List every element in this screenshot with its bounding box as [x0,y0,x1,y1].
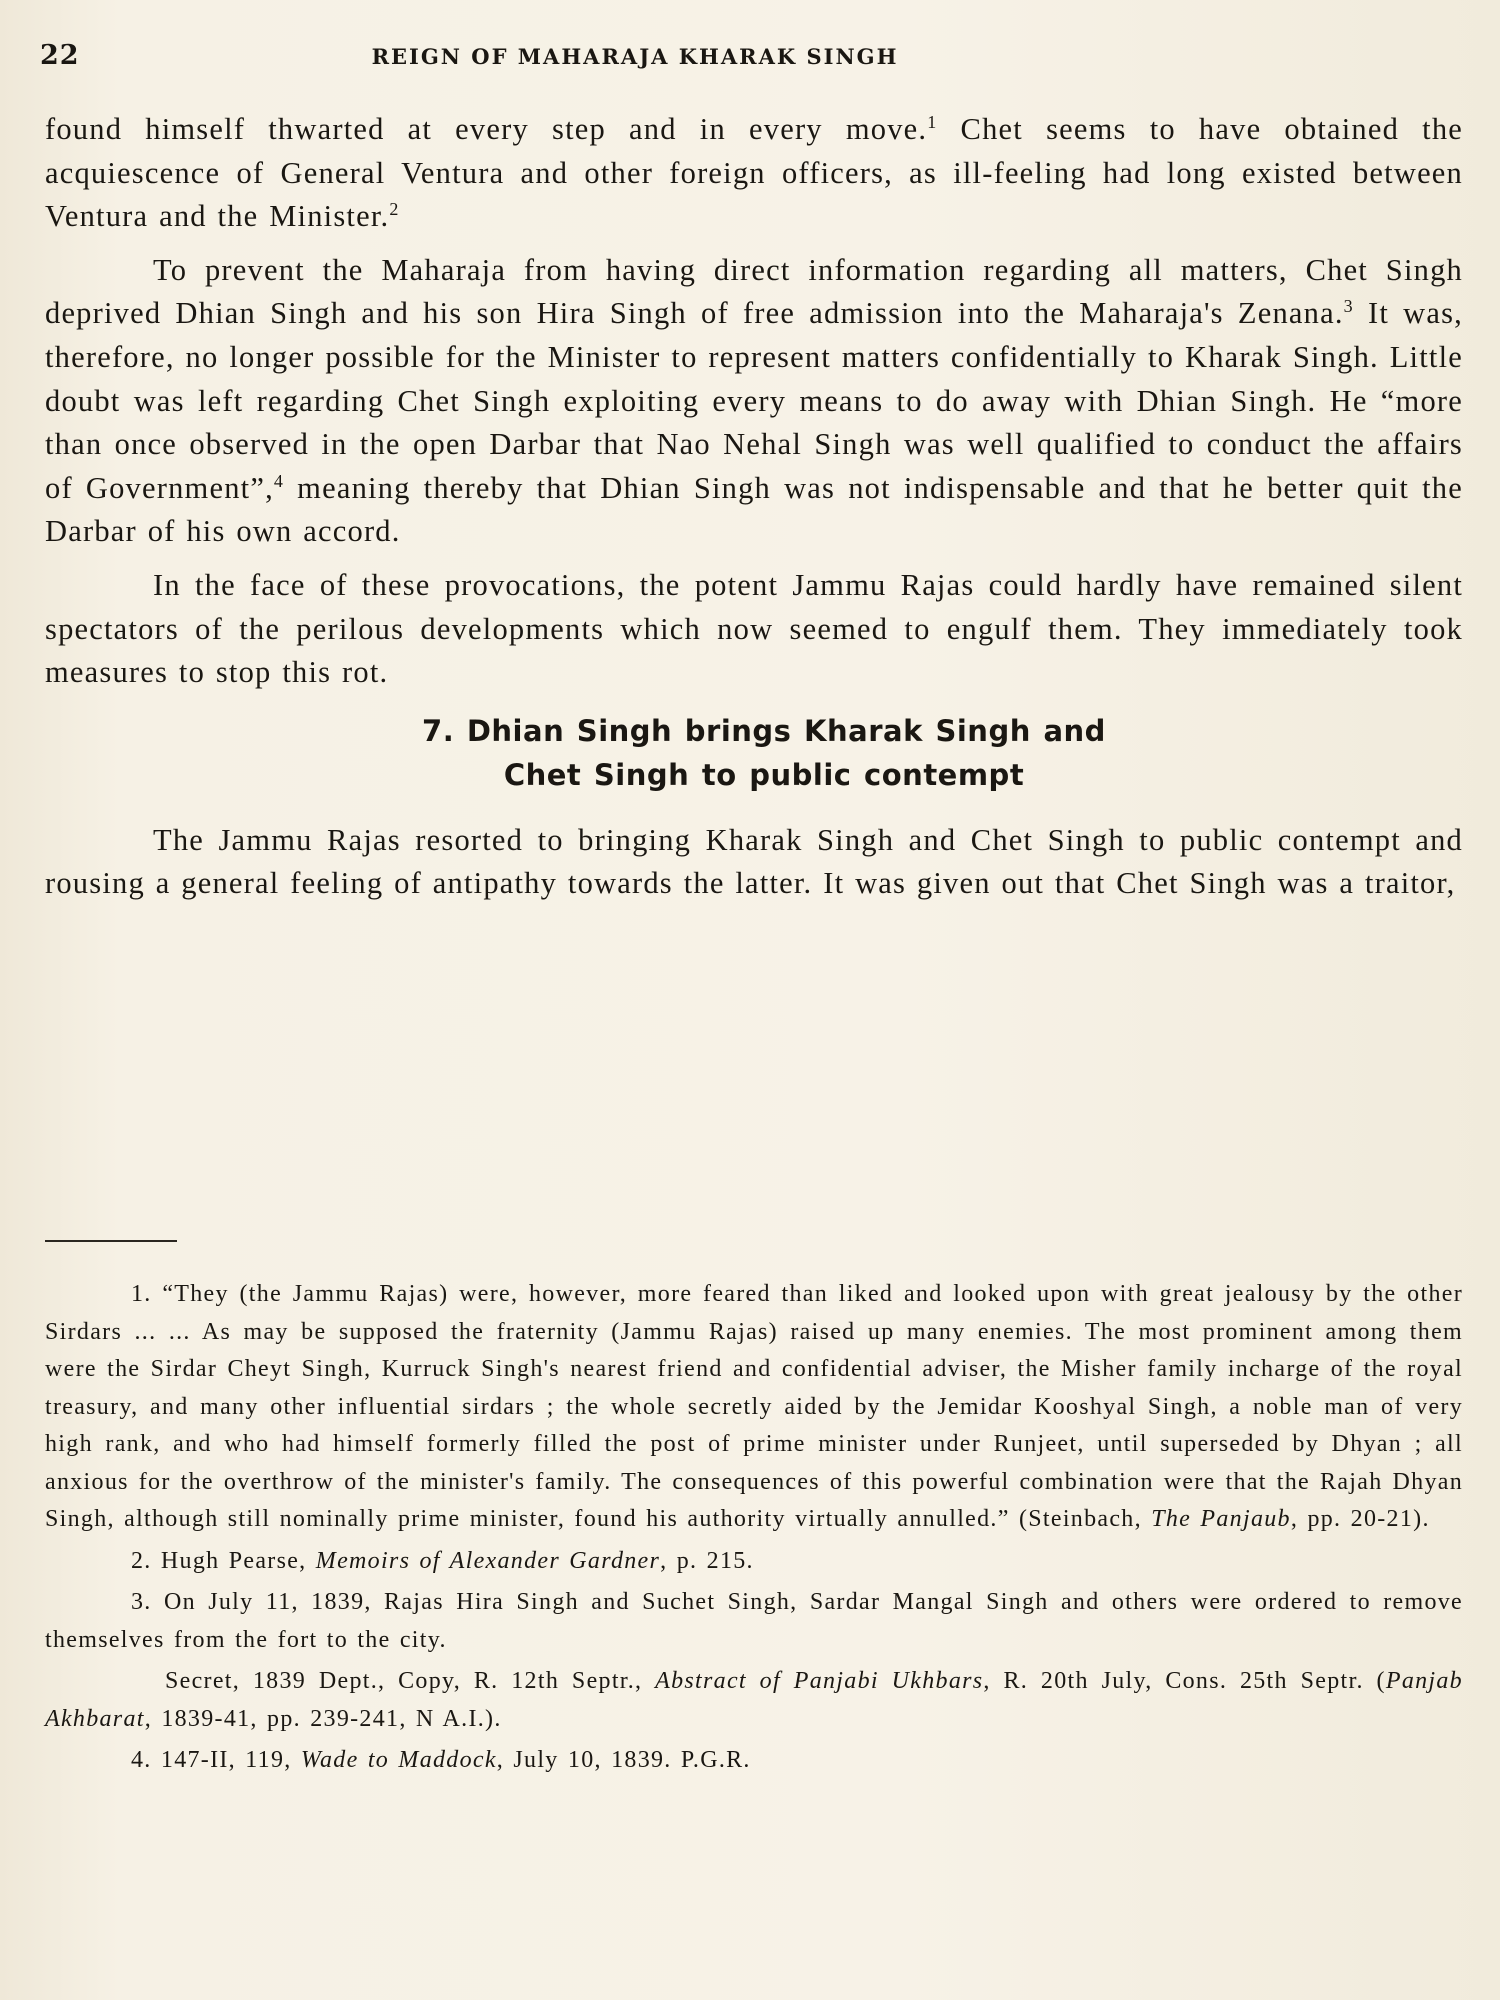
paragraph-4: The Jammu Rajas resorted to bringing Kharak Singh and Chet Singh to public contempt and rousing a general feeling of antipathy towards the latter. It was given out that Chet Singh was a traitor, [45,822,1463,901]
paragraph-2 [45,249,1463,554]
running-head: REIGN OF MAHARAJA KHARAK SINGH [371,44,899,69]
paragraph-2-text-c: meaning thereby that Dhian Singh was not indispensable and that he better quit the Darbar of his own accord. [45,470,1463,549]
paragraph-2-text-b: It was, therefore, no longer possible for the Minister to represent matters confidentially to Kharak Singh. Little doubt was left regarding Chet Singh exploiting every means to do away with Dhian Singh. He “more than once observed in the open Darbar that Nao Nehal Singh was well qualified to conduct the affairs of Government”, [45,296,1463,505]
section-heading-line-1: 7. Dhian Singh brings Kharak Singh and [422,713,1106,748]
footnote-4-work: Wade to Maddock [300,1747,497,1773]
footnote-1-text: 1. “They (the Jammu Rajas) were, however, more feared than liked and looked upon with great jealousy by the other Sirdars ... ... As may be supposed the fraternity (Jammu Rajas) raised up many enemies. The most prominent among them were the Sirdar Cheyt Singh, Kurruck Singh's nearest friend and confidential adviser, the Misher family incharge of the royal treasury, and many other influential sirdars ; the whole secretly aided by the Jemidar Kooshyal Singh, a noble man of very high rank, and who had himself formerly filled the post of prime minister under Runjeet, until superseded by Dhyan ; all anxious for the overthrow of the minister's family. The consequences of this powerful combination were that the Rajah Dhyan Singh, although still nominally prime minister, found his authority virtually annulled.” (Steinbach, [45,1281,1463,1532]
footnote-3-source [45,1663,1463,1738]
paragraph-3: In the face of these provocations, the potent Jammu Rajas could hardly have remained silent spectators of the perilous developments which now seemed to engulf them. They immediately took measures to stop this rot. [45,567,1463,690]
footnote-rule [45,1240,177,1242]
footnote-4-text-b: , July 10, 1839. P.G.R. [496,1747,751,1773]
footnote-3-source-work-1: Abstract of Panjabi Ukhbars [655,1668,984,1694]
footnote-4-text-a: 4. 147-II, 119, [131,1747,301,1773]
footnote-ref-4: 4 [273,470,285,491]
footnote-3-source-c: , 1839-41, pp. 239-241, N A.I.). [144,1705,502,1732]
page-number: 22 [40,40,80,71]
footnote-3-source-b: , R. 20th July, Cons. 25th Septr. ( [983,1668,1386,1694]
footnote-3-source-work-2: Panjab Akhbarat [45,1668,1463,1732]
section-heading [45,709,1463,797]
paragraph-1-text-a: found himself thwarted at every step and in every move. [45,112,928,146]
footnote-1 [45,1276,1463,1539]
footnote-2-author: 2. Hugh Pearse, [131,1547,316,1574]
paragraph-2-text-a: To prevent the Maharaja from having direct information regarding all matters, Chet Singh deprived Dhian Singh and his son Hira Singh of free admission into the Maharaja's Zenana. [45,252,1463,331]
footnote-ref-2: 2 [389,199,400,220]
body-text [45,108,1463,916]
footnotes [45,1276,1463,1784]
footnote-4 [45,1742,1463,1780]
section-heading-line-2: Chet Singh to public contempt [503,757,1025,792]
footnote-2 [45,1543,1463,1581]
footnote-3: 3. On July 11, 1839, Rajas Hira Singh and Suchet Singh, Sardar Mangal Singh and others were ordered to remove themselves from the fort to the city. [45,1589,1463,1653]
paragraph-1 [45,108,1463,239]
footnote-ref-1: 1 [927,111,938,132]
footnote-ref-3: 3 [1343,296,1354,317]
footnote-2-page: , p. 215. [660,1547,754,1574]
footnote-1-work: The Panjaub [1151,1506,1291,1532]
page-header [40,40,1460,80]
footnote-2-work: Memoirs of Alexander Gardner [315,1547,661,1574]
footnote-3-source-a: Secret, 1839 Dept., Copy, R. 12th Septr., [165,1668,656,1694]
footnote-1-pages: , pp. 20-21). [1290,1506,1430,1532]
paragraph-1-text-b: Chet seems to have obtained the acquiescence of General Ventura and other foreign officers, as ill-feeling had long existed between Ventura and the Minister. [45,112,1464,234]
